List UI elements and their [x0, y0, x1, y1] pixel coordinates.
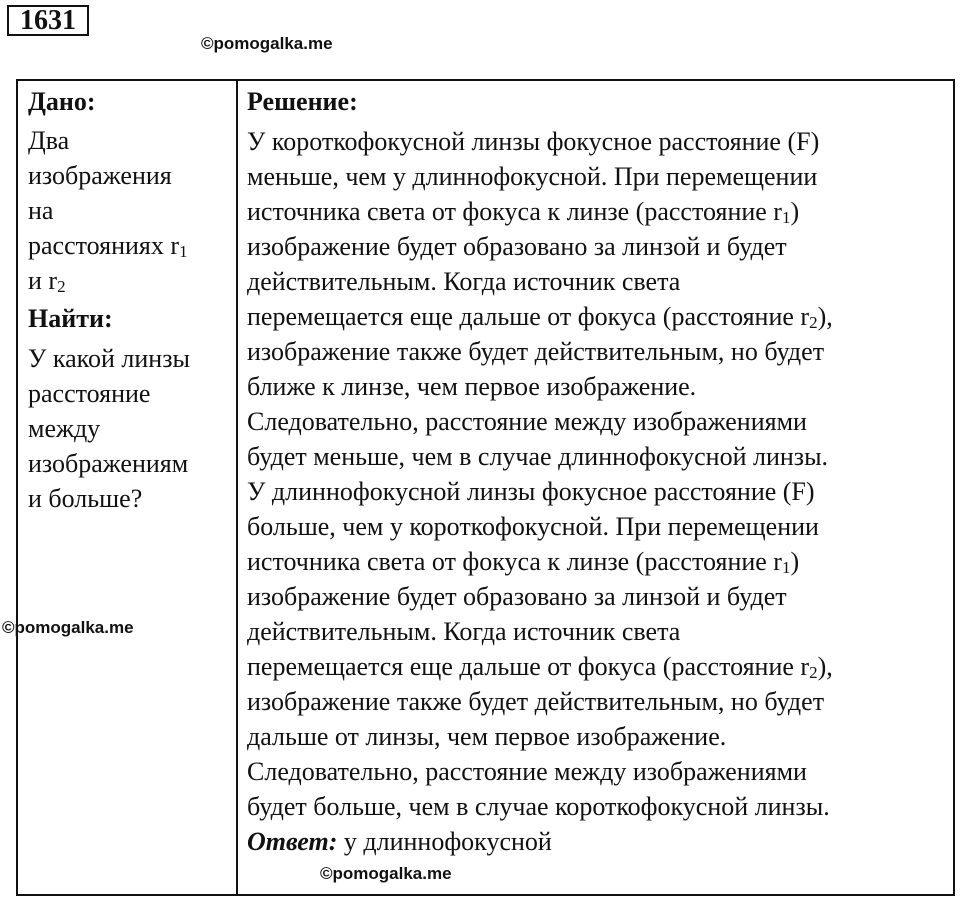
solution-column — [247, 84, 952, 859]
given-line: на — [28, 196, 54, 225]
watermark: ©pomogalka.me — [2, 618, 134, 637]
find-line: У какой линзы — [28, 344, 190, 373]
solution-line: Следовательно, расстояние между изображениями — [247, 757, 807, 786]
find-label: Найти: — [28, 304, 113, 333]
given-line: и $r_2$ — [28, 266, 66, 296]
solution-line: будет больше, чем в случае короткофокусной линзы. — [247, 792, 830, 821]
solution-text — [247, 124, 952, 824]
find-line: расстояние — [28, 379, 151, 408]
solution-line: перемещается еще дальше от фокуса (расстояние $r_2$), — [247, 302, 833, 332]
given-line: расстояниях $r_1$ — [28, 231, 188, 261]
answer-label: Ответ: — [247, 827, 338, 856]
watermark: ©pomogalka.me — [201, 34, 333, 53]
answer-text: у длиннофокусной — [337, 827, 552, 856]
problem-number: 1631 — [7, 5, 89, 36]
find-line: и больше? — [28, 484, 143, 513]
solution-line: изображение также будет действительным, но будет — [247, 687, 825, 716]
solution-line: Следовательно, расстояние между изображениями — [247, 407, 807, 436]
solution-line: дальше от линзы, чем первое изображение. — [247, 722, 727, 751]
given-line: изображения — [28, 161, 172, 190]
solution-line: источника света от фокуса к линзе (расстояние $r_1$) — [247, 547, 800, 577]
solution-line: источника света от фокуса к линзе (расстояние $r_1$) — [247, 197, 800, 227]
solution-label: Решение: — [247, 87, 358, 116]
solution-line: действительным. Когда источник света — [247, 267, 681, 296]
given-column — [28, 84, 228, 516]
given-text — [28, 123, 228, 298]
given-line: Два — [28, 126, 70, 155]
solution-line: больше, чем у короткофокусной. При перемещении — [247, 512, 819, 541]
solution-line: перемещается еще дальше от фокуса (расстояние $r_2$), — [247, 652, 833, 682]
solution-line: У длиннофокусной линзы фокусное расстояние (F) — [247, 477, 815, 506]
find-line: между — [28, 414, 101, 443]
solution-line: ближе к линзе, чем первое изображение. — [247, 372, 697, 401]
solution-line: изображение будет образовано за линзой и будет — [247, 232, 787, 261]
find-line: изображениям — [28, 449, 189, 478]
answer-line — [247, 824, 952, 859]
solution-line: меньше, чем у длиннофокусной. При перемещении — [247, 162, 818, 191]
task-table — [16, 79, 955, 896]
solution-line: будет меньше, чем в случае длиннофокусной линзы. — [247, 442, 829, 471]
solution-line: У короткофокусной линзы фокусное расстояние (F) — [247, 127, 820, 156]
column-divider — [236, 81, 238, 894]
solution-line: изображение также будет действительным, но будет — [247, 337, 825, 366]
solution-line: действительным. Когда источник света — [247, 617, 681, 646]
find-text — [28, 341, 228, 516]
solution-line: изображение будет образовано за линзой и будет — [247, 582, 787, 611]
watermark: ©pomogalka.me — [320, 864, 452, 883]
given-label: Дано: — [28, 87, 96, 116]
